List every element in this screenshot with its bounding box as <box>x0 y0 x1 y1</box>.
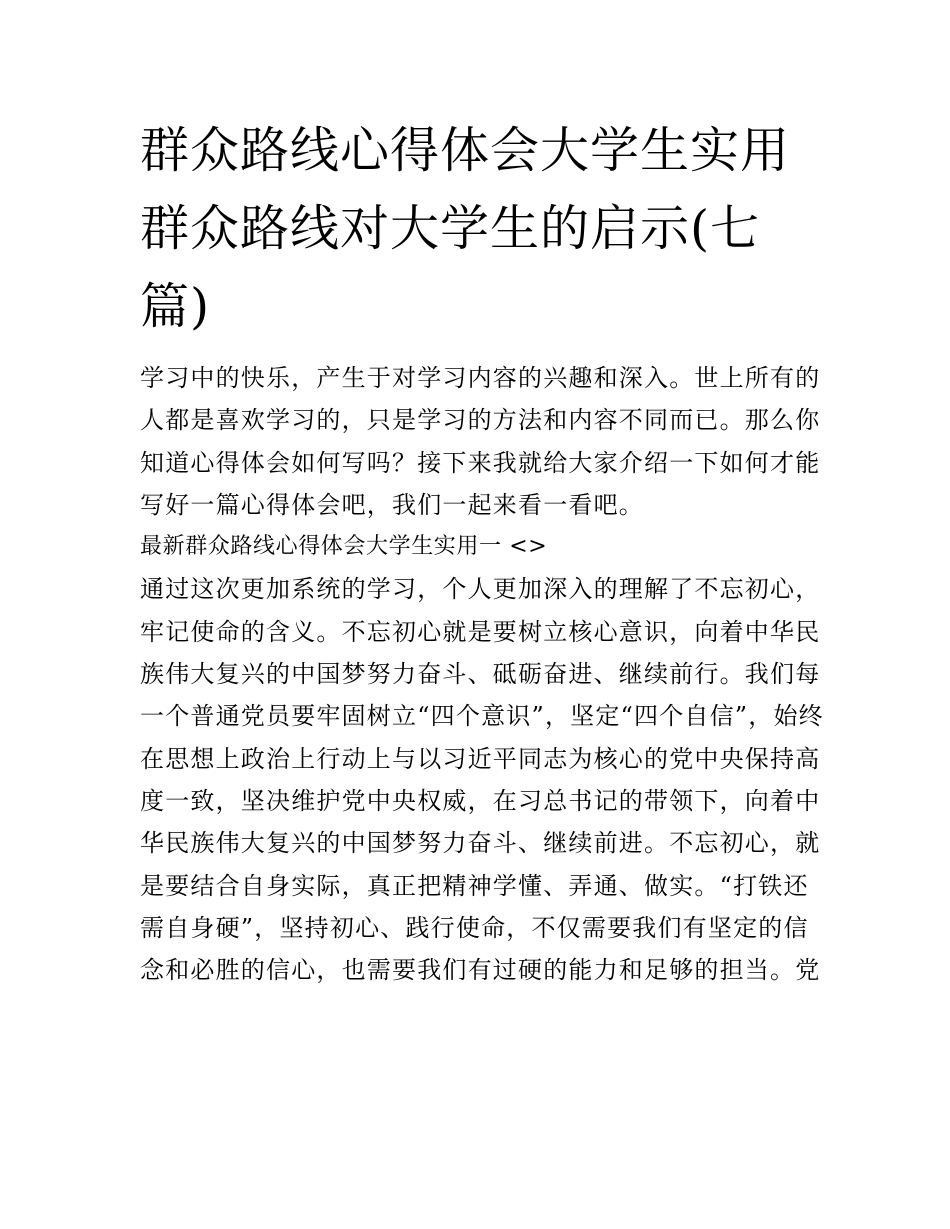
text-line: 写好一篇心得体会吧，我们一起来看一看吧。 <box>140 490 644 519</box>
text-line: 族伟大复兴的中国梦努力奋斗、砥砺奋进、继续前行。我们每 <box>140 660 821 689</box>
text-line: 华民族伟大复兴的中国梦努力奋斗、继续前进。不忘初心，就 <box>140 829 821 858</box>
text-line: 通过这次更加系统的学习，个人更加深入的理解了不忘初心， <box>140 575 821 604</box>
document-title <box>140 112 820 346</box>
text-line: 学习中的快乐，产生于对学习内容的兴趣和深入。世上所有的 <box>140 364 821 392</box>
text-line: 念和必胜的信心，也需要我们有过硬的能力和足够的担当。党 <box>140 956 821 985</box>
section-heading: 最新群众路线心得体会大学生实用一 <> <box>140 534 548 560</box>
text-line: 度一致，坚决维护党中央权威，在习总书记的带领下，向着中 <box>140 786 821 815</box>
text-line: 人都是喜欢学习的，只是学习的方法和内容不同而已。那么你 <box>140 406 821 435</box>
section-paragraph <box>140 568 824 991</box>
document-body <box>140 357 824 991</box>
title-line: 篇) <box>140 278 211 335</box>
text-line: 知道心得体会如何写吗？接下来我就给大家介绍一下如何才能 <box>140 448 821 477</box>
text-line: 一个普通党员要牢固树立“四个意识”，坚定“四个自信”，始终 <box>140 702 824 731</box>
title-line: 群众路线心得体会大学生实用 <box>140 122 791 179</box>
text-line: 在思想上政治上行动上与以习近平同志为核心的党中央保持高 <box>140 744 821 773</box>
text-line: 需自身硬”，坚持初心、践行使命，不仅需要我们有坚定的信 <box>140 913 809 942</box>
text-line: 牢记使命的含义。不忘初心就是要树立核心意识，向着中华民 <box>140 617 821 646</box>
title-line: 群众路线对大学生的启示(七 <box>140 200 761 257</box>
intro-paragraph <box>140 357 820 526</box>
text-line: 是要结合自身实际，真正把精神学懂、弄通、做实。“打铁还 <box>140 871 809 900</box>
